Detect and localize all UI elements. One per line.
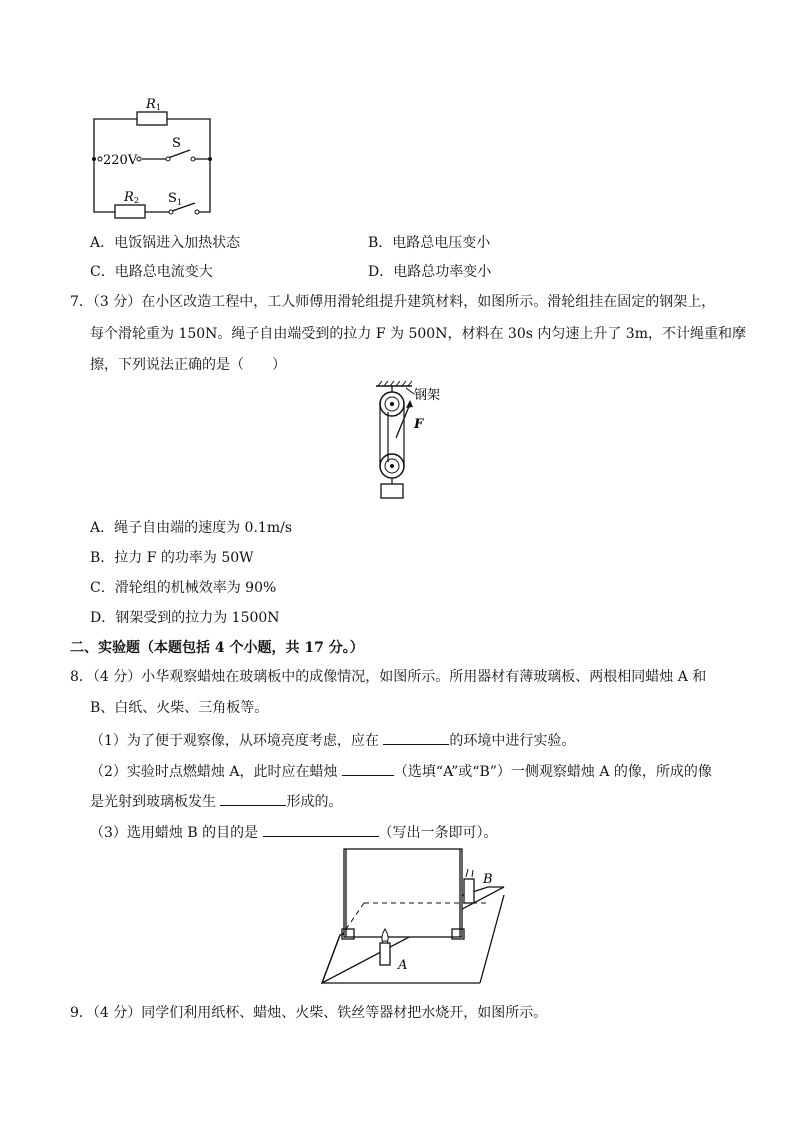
q8-part3: （3）选用蜡烛 B 的目的是 （写出一条即可）。 — [90, 822, 498, 842]
s1-subscript: 1 — [177, 198, 183, 207]
q8-part2: （2）实验时点燃蜡烛 A，此时应在蜡烛 （选填“A”或“B”）一侧观察蜡烛 A 的像，所成的像 — [90, 761, 712, 781]
q7-option-c: C．滑轮组的机械效率为 90% — [90, 580, 277, 596]
q7-stem-line2: 每个滑轮重为 150N。绳子自由端受到的拉力 F 为 500N，材料在 30s 内匀速上升了 3m，不计绳重和摩 — [90, 326, 746, 342]
q6-option-d: D．电路总功率变小 — [368, 264, 492, 280]
r1-subscript: 1 — [156, 103, 162, 112]
voltage-label: 220V — [103, 153, 138, 168]
switch-s-label: S — [172, 136, 181, 151]
q8-part1: （1）为了便于观察像，从环境亮度考虑，应在 的环境中进行实验。 — [90, 730, 575, 750]
q8-mirror-figure — [318, 843, 508, 988]
q6-option-c: C．电路总电流变大 — [90, 264, 213, 280]
force-arrow-head — [406, 400, 413, 408]
r1-label: R — [146, 97, 156, 112]
candle-b-label: B — [483, 872, 493, 887]
candle-a — [380, 943, 390, 965]
q8-stem-line1: 8．（4 分）小华观察蜡烛在玻璃板中的成像情况，如图所示。所用器材有薄玻璃板、两根相同蜡烛 A 和 — [70, 669, 707, 685]
r2-label: R — [124, 190, 134, 205]
candle-b — [464, 879, 474, 903]
force-label: F — [414, 417, 424, 432]
q7-stem-line3: 擦，下列说法正确的是（ ） — [90, 357, 286, 373]
load-block — [381, 484, 403, 498]
frame-leader-line — [406, 388, 414, 394]
glass-plate — [344, 849, 462, 937]
q6-circuit-diagram — [80, 92, 230, 222]
q7-stem-line1: 7．（3 分）在小区改造工程中，工人师傅用滑轮组提升建筑材料，如图所示。滑轮组挂在固定的钢架上， — [70, 294, 716, 310]
q7-option-a: A．绳子自由端的速度为 0.1m/s — [90, 520, 293, 536]
frame-label: 钢架 — [414, 388, 441, 403]
q8-part1-blank[interactable] — [383, 730, 449, 745]
q8-part3-blank[interactable] — [263, 822, 379, 837]
q7-option-b: B．拉力 F 的功率为 50W — [90, 550, 254, 566]
q8-part2-blank-b[interactable] — [220, 791, 286, 806]
switch-s1-label: S — [168, 191, 177, 206]
q8-part2-continued: 是光射到玻璃板发生 形成的。 — [90, 791, 342, 811]
candle-a-label: A — [398, 958, 408, 973]
section2-title: 二、实验题（本题包括 4 个小题，共 17 分。） — [70, 640, 364, 656]
r2-subscript: 2 — [134, 196, 140, 205]
q9-stem-line1: 9．（4 分）同学们利用纸杯、蜡烛、火柴、铁丝等器材把水烧开，如图所示。 — [70, 1005, 548, 1021]
q6-option-a: A．电饭锅进入加热状态 — [90, 235, 241, 251]
q6-option-b: B．电路总电压变小 — [368, 235, 491, 251]
q8-part2-blank-a[interactable] — [342, 761, 394, 776]
q7-option-d: D．钢架受到的拉力为 1500N — [90, 610, 280, 626]
q8-stem-line2: B、白纸、火柴、三角板等。 — [90, 700, 269, 716]
q7-pulley-figure — [370, 378, 460, 503]
